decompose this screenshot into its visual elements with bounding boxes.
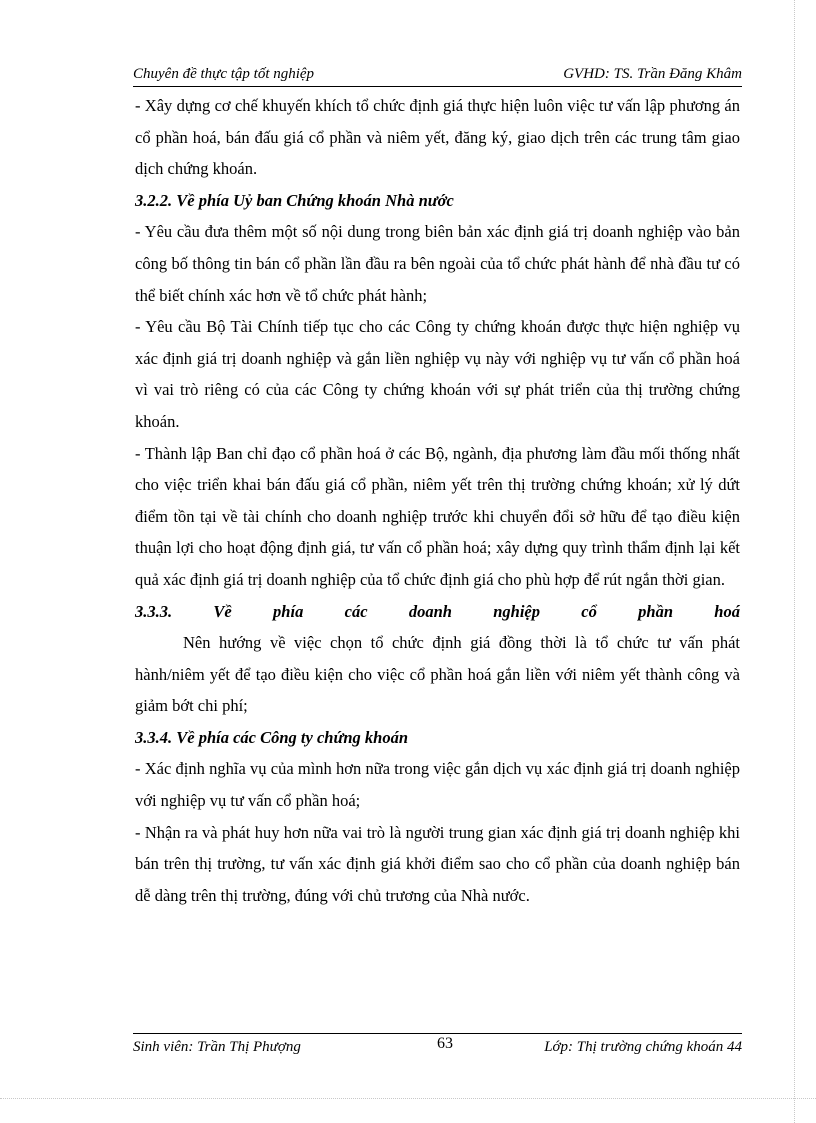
section-heading-3-2-2: 3.2.2. Về phía Uỷ ban Chứng khoán Nhà nước	[135, 190, 454, 210]
page-number: 63	[437, 1035, 453, 1052]
footer-rule	[133, 1033, 742, 1034]
header-document-title: Chuyên đề thực tập tốt nghiệp	[133, 66, 315, 82]
section-heading-3-3-4: 3.3.4. Về phía các Công ty chứng khoán	[135, 727, 408, 747]
page-border-right	[794, 0, 795, 1123]
paragraph: - Yêu cầu đưa thêm một số nội dung trong biên bản xác định giá trị doanh nghiệp vào bản công bố thông tin bán cổ phần lần đầu ra bên ngoài của tổ chức phát hành để nhà đầu tư có thể biết chính xác hơn về tổ chức phát hành;	[135, 222, 740, 305]
paragraph: - Thành lập Ban chỉ đạo cổ phần hoá ở các Bộ, ngành, địa phương làm đầu mối thống nhất cho việc triển khai bán đấu giá cổ phần, niêm yết trên thị trường chứng khoán; xử lý dứt điểm tồn tại về tài chính cho doanh nghiệp trước khi chuyển đổi sở hữu để tạo điều kiện thuận lợi cho hoạt động định giá, tư vấn cổ phần hoá; xây dựng quy trình thẩm định lại kết quả xác định giá trị doanh nghiệp của tổ chức định giá cho phù hợp để rút ngắn thời gian.	[135, 443, 740, 589]
paragraph: - Nhận ra và phát huy hơn nữa vai trò là người trung gian xác định giá trị doanh nghiệp khi bán trên thị trường, tư vấn xác định giá khởi điểm sao cho cổ phần của doanh nghiệp bán dễ dàng trên thị trường, đúng với chủ trương của Nhà nước.	[135, 822, 740, 905]
page-body	[135, 90, 740, 911]
page-header	[133, 64, 742, 86]
section-heading-3-3-3: 3.3.3. Về phía các doanh nghiệp cổ phần hoá	[135, 601, 740, 621]
page-footer	[133, 1037, 742, 1061]
footer-student: Sinh viên: Trần Thị Phượng	[133, 1039, 301, 1055]
header-rule	[133, 86, 742, 87]
paragraph: Nên hướng về việc chọn tổ chức định giá đồng thời là tổ chức tư vấn phát hành/niêm yết để tạo điều kiện cho việc cổ phần hoá gắn liền với niêm yết thành công và giảm bớt chi phí;	[135, 633, 740, 716]
paragraph: - Xây dựng cơ chế khuyến khích tổ chức định giá thực hiện luôn việc tư vấn lập phương án cổ phần hoá, bán đấu giá cổ phần và niêm yết, đăng ký, giao dịch trên các trung tâm giao dịch chứng khoán.	[135, 96, 740, 179]
footer-class: Lớp: Thị trường chứng khoán 44	[544, 1039, 742, 1055]
page-border-bottom	[0, 1098, 816, 1099]
paragraph: - Yêu cầu Bộ Tài Chính tiếp tục cho các Công ty chứng khoán được thực hiện nghiệp vụ xác định giá trị doanh nghiệp và gắn liền nghiệp vụ này với nghiệp vụ tư vấn cổ phần hoá vì vai trò riêng có của các Công ty chứng khoán với sự phát triển của thị trường chứng khoán.	[135, 317, 740, 431]
header-supervisor: GVHD: TS. Trần Đăng Khâm	[563, 66, 742, 82]
paragraph: - Xác định nghĩa vụ của mình hơn nữa trong việc gắn dịch vụ xác định giá trị doanh nghiệp với nghiệp vụ tư vấn cổ phần hoá;	[135, 759, 740, 811]
